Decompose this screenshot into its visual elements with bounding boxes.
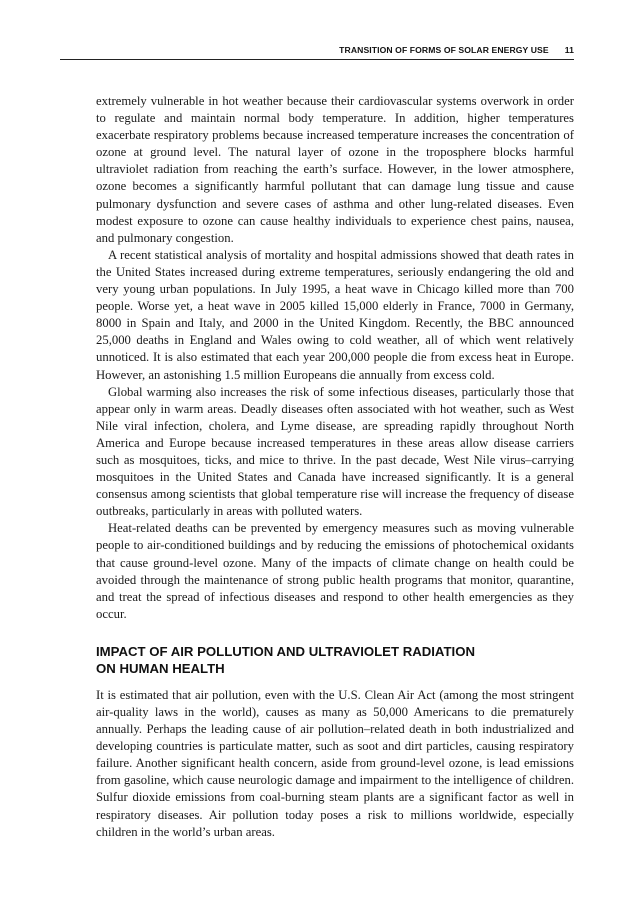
section-heading-line: IMPACT OF AIR POLLUTION AND ULTRAVIOLET RADIATION (96, 643, 475, 659)
page-number: 11 (564, 45, 574, 55)
paragraph: Heat-related deaths can be prevented by emergency measures such as moving vulnerable people to air-conditioned buildings and by reducing the emissions of photochemical oxidants that cause ground-level ozone. Many of the impacts of climate change on health could be avoided through the maintenance of strong public health programs that monitor, quarantine, and treat the spread of infectious diseases and respond to other health emergencies as they occur. (96, 521, 574, 621)
running-title: TRANSITION OF FORMS OF SOLAR ENERGY USE (339, 45, 549, 55)
running-header (60, 43, 574, 60)
paragraph: A recent statistical analysis of mortality and hospital admissions showed that death rates in the United States increased during extreme temperatures, seriously endangering the old and very young urban populations. In July 1995, a heat wave in Chicago killed more than 700 people. Worse yet, a heat wave in 2005 killed 15,000 elderly in France, 7000 in Germany, 8000 in Spain and Italy, and 2000 in the United Kingdom. Recently, the BBC announced 25,000 deaths in England and Wales owing to cold weather, all of which went relatively unnoticed. It is also estimated that each year 200,000 people die from excess heat in Europe. However, an astonishing 1.5 million Europeans die annually from excess cold. (96, 247, 574, 382)
paragraph: Global warming also increases the risk of some infectious diseases, particularly those that appear only in warm areas. Deadly diseases often associated with hot weather, such as West Nile viral infection, cholera, and Lyme disease, are spreading rapidly throughout North America and Europe because increased temperatures in these areas allow disease carriers such as mosquitoes, ticks, and mice to thrive. In the past decade, West Nile virus–carrying mosquitoes in the United States and Canada have increased significantly. It is a general consensus among scientists that global temperature rise will increase the frequency of disease outbreaks, particularly in areas with polluted waters. (96, 384, 574, 519)
section-heading-line: ON HUMAN HEALTH (96, 660, 225, 676)
section-heading (96, 643, 574, 677)
page-body (96, 93, 574, 841)
section-paragraph: It is estimated that air pollution, even with the U.S. Clean Air Act (among the most stringent air-quality laws in the world), causes as many as 50,000 Americans to die prematurely annually. Perhaps the leading cause of air pollution–related death in both industrialized and developing countries is particulate matter, such as soot and dirt particles, causing respiratory failure. Another significant health concern, aside from ground-level ozone, is lead emissions from gasoline, which cause neurologic damage and impairment to the intelligence of children. Sulfur dioxide emissions from coal-burning steam plants are a significant factor as well in respiratory diseases. Air pollution today poses a risk to millions worldwide, especially children in the world’s urban areas. (96, 687, 574, 839)
paragraph: extremely vulnerable in hot weather because their cardiovascular systems overwork in order to regulate and maintain normal body temperature. In addition, higher temperatures exacerbate respiratory problems because increased temperature increases the concentration of ozone at ground level. The natural layer of ozone in the troposphere blocks harmful ultraviolet radiation from reaching the earth’s surface. However, in the lower atmosphere, ozone becomes a significantly harmful pollutant that can damage lung tissue and cause pulmonary dysfunction and severe cases of asthma and other lung-related diseases. Even modest exposure to ozone can cause healthy individuals to experience chest pains, nausea, and pulmonary congestion. (96, 94, 574, 245)
